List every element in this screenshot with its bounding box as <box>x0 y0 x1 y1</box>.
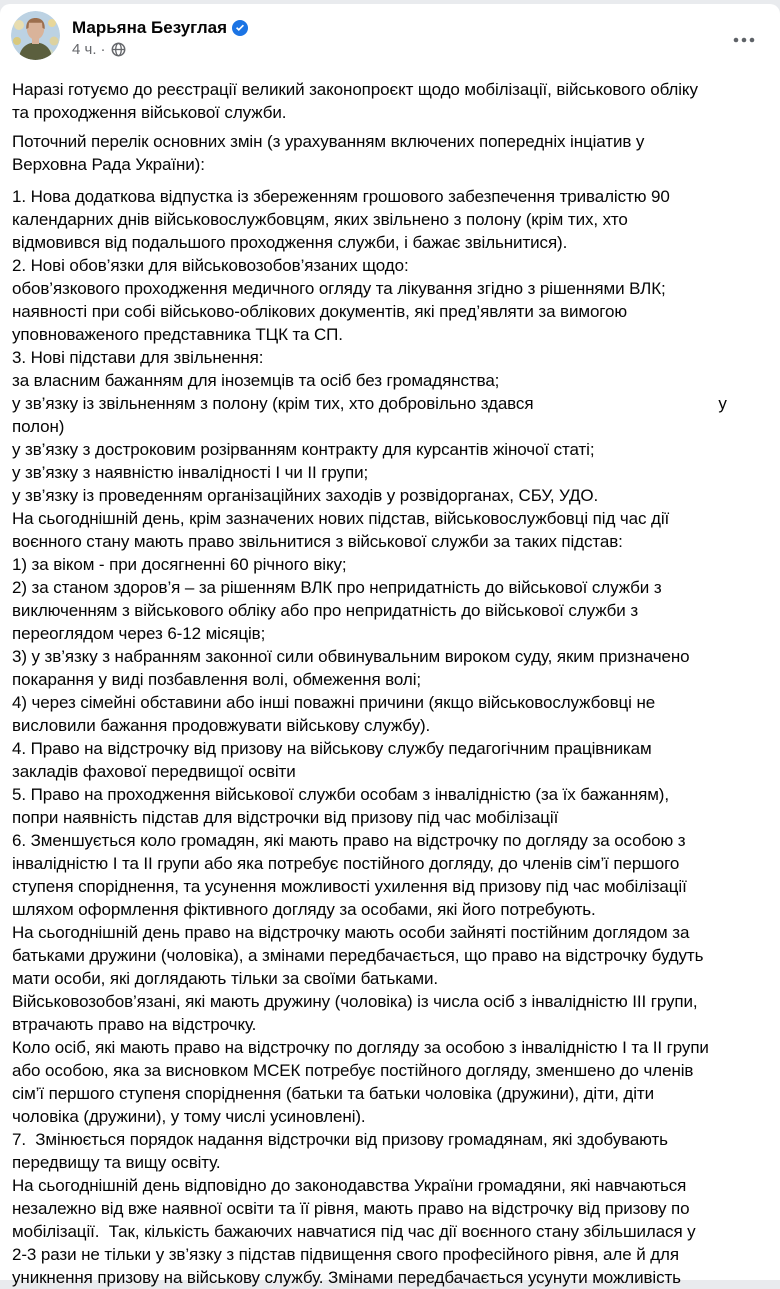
post-line: ступеня споріднення, та усунення можливості ухилення від призову під час мобілізації <box>12 875 768 898</box>
post-line: попри наявність підстав для відстрочки від призову під час мобілізації <box>12 806 768 829</box>
meta-separator: · <box>101 40 106 59</box>
post-line: На сьогоднішній день право на відстрочку мають особи зайняті постійним доглядом за <box>12 921 768 944</box>
post-line: 1) за віком - при досягненні 60 річного віку; <box>12 553 768 576</box>
post-line: Поточний перелік основних змін (з урахуванням включених попередніх інціатив у <box>12 130 768 153</box>
post-line: 1. Нова додаткова відпустка із збереженням грошового забезпечення тривалістю 90 <box>12 185 768 208</box>
post-line: На сьогоднішній день, крім зазначених нових підстав, військовослужбовці під час дії <box>12 507 768 530</box>
post-paragraph <box>12 78 768 124</box>
post-line: обов’язкового проходження медичного огляду та лікування згідно з рішеннями ВЛК; <box>12 277 768 300</box>
post-paragraph <box>12 185 768 1289</box>
post-line: сім’ї першого ступеня споріднення (батьки та батьки чоловіка (дружини), діти, діти <box>12 1082 768 1105</box>
post-line: незалежно від вже наявної освіти та її рівня, мають право на відстрочку від призову по <box>12 1197 768 1220</box>
avatar-image <box>11 11 60 60</box>
post-line: Коло осіб, які мають право на відстрочку по догляду за особою з інвалідністю І та ІІ групи <box>12 1036 768 1059</box>
post-line: у зв’язку з наявністю інвалідності І чи ІІ групи; <box>12 461 768 484</box>
post-line: або особою, яка за висновком МСЕК потребує постійного догляду, зменшено до членів <box>12 1059 768 1082</box>
post-line: покарання у виді позбавлення волі, обмеження волі; <box>12 668 768 691</box>
post-line: 2) за станом здоров’я – за рішенням ВЛК про непридатність до військової служби з <box>12 576 768 599</box>
post-line: уповноваженого представника ТЦК та СП. <box>12 323 768 346</box>
header-text <box>72 12 764 59</box>
post-line: 5. Право на проходження військової служби особам з інвалідністю (за їх бажанням), <box>12 783 768 806</box>
post-line: 2-3 рази не тільки у зв’язку з підстав підвищення свого професійного рівня, але й для <box>12 1243 768 1266</box>
post-line: виключенням з військового обліку або про непридатність до військової служби з <box>12 599 768 622</box>
post-line: переоглядом через 6-12 місяців; <box>12 622 768 645</box>
post-line: мобілізації. Так, кількість бажаючих навчатися під час дії воєнного стану збільшилася у <box>12 1220 768 1243</box>
post-line: та проходження військової служби. <box>12 101 768 124</box>
post-line: відмовився від подальшого проходження служби, і бажає звільнитися). <box>12 231 768 254</box>
post-options-button[interactable] <box>726 26 762 54</box>
post-line: батьками дружини (чоловіка), а змінами передбачається, що право на відстрочку будуть <box>12 944 768 967</box>
post-line: На сьогоднішній день відповідно до законодавства України громадяни, які навчаються <box>12 1174 768 1197</box>
avatar[interactable] <box>11 11 60 60</box>
globe-public-icon <box>111 42 126 57</box>
post-line: Верховна Рада України): <box>12 153 768 176</box>
post-line: Наразі готуємо до реєстрації великий законопроєкт щодо мобілізації, військового обліку <box>12 78 768 101</box>
post-line: полон) <box>12 415 768 438</box>
post-line: у зв’язку із звільненням з полону (крім тих, хто добровільно здався у <box>12 392 768 415</box>
post-line: 7. Змінюється порядок надання відстрочки від призову громадянам, які здобувають <box>12 1128 768 1151</box>
post-line: чоловіка (дружини), у тому числі усиновлені). <box>12 1105 768 1128</box>
timestamp[interactable]: 4 ч. <box>72 40 97 59</box>
post-line: 3) у зв’язку з набранням законної сили обвинувальним вироком суду, яким призначено <box>12 645 768 668</box>
post-line: шляхом оформлення фіктивного догляду за особами, які його потребують. <box>12 898 768 921</box>
post-line: 3. Нові підстави для звільнення: <box>12 346 768 369</box>
three-dots-icon <box>732 36 756 44</box>
post-line: воєнного стану мають право звільнитися з військової служби за таких підстав: <box>12 530 768 553</box>
post-line: інвалідністю І та ІІ групи або яка потребує постійного догляду, до членів сім’ї першого <box>12 852 768 875</box>
verified-badge-icon <box>232 20 248 36</box>
post-line: уникнення призову на військову службу. Змінами передбачається усунути можливість <box>12 1266 768 1289</box>
post-line: закладів фахової передвищої освіти <box>12 760 768 783</box>
post-line: 2. Нові обов’язки для військовозобов’язаних щодо: <box>12 254 768 277</box>
post-line: 6. Зменшується коло громадян, які мають право на відстрочку по догляду за особою з <box>12 829 768 852</box>
post-line: наявності при собі військово-облікових документів, які пред’являти за вимогою <box>12 300 768 323</box>
post-paragraph <box>12 130 768 176</box>
post-line: за власним бажанням для іноземців та осіб без громадянства; <box>12 369 768 392</box>
post-line: 4) через сімейні обставини або інші поважні причини (якщо військовослужбовці не <box>12 691 768 714</box>
post-line: мати особи, які доглядають тільки за своїми батьками. <box>12 967 768 990</box>
post-line: у зв’язку із проведенням організаційних заходів у розвідорганах, СБУ, УДО. <box>12 484 768 507</box>
post-header <box>0 4 780 64</box>
post-line: Військовозобов’язані, які мають дружину (чоловіка) із числа осіб з інвалідністю ІІІ групи, <box>12 990 768 1013</box>
post-line: у зв’язку з достроковим розірванням контракту для курсантів жіночої статі; <box>12 438 768 461</box>
post-line: висловили бажання продовжувати військову службу). <box>12 714 768 737</box>
post-line: передвищу та вищу освіту. <box>12 1151 768 1174</box>
author-row <box>72 17 764 38</box>
post-line: 4. Право на відстрочку від призову на військову службу педагогічним працівникам <box>12 737 768 760</box>
post-meta-row <box>72 40 764 59</box>
post-card <box>0 4 780 1280</box>
post-line: втрачають право на відстрочку. <box>12 1013 768 1036</box>
post-text <box>0 64 780 1289</box>
author-name[interactable]: Марьяна Безуглая <box>72 17 227 38</box>
post-line: календарних днів військовослужбовцям, яких звільнено з полону (крім тих, хто <box>12 208 768 231</box>
